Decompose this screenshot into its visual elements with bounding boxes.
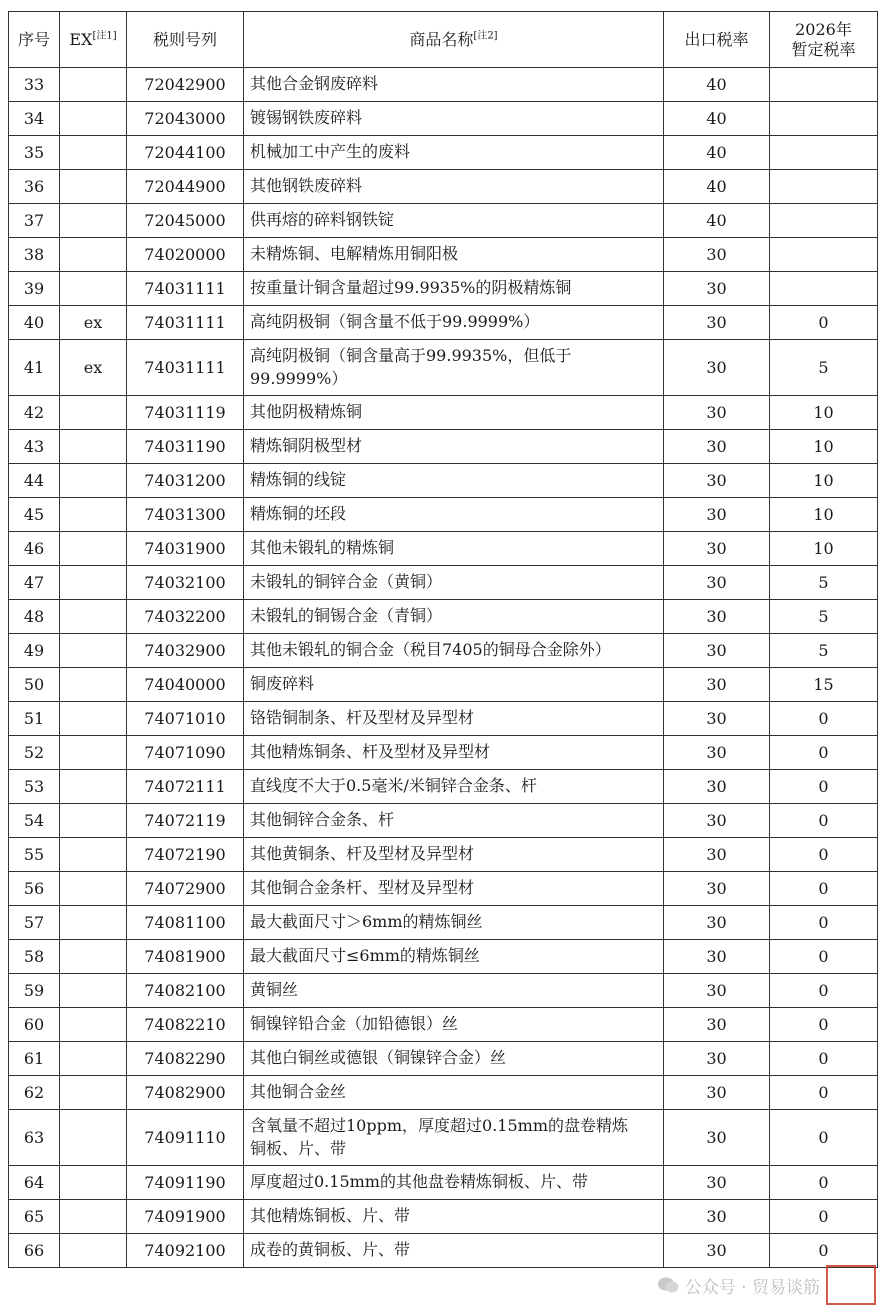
seal-icon	[826, 1265, 876, 1305]
cell-seq: 55	[9, 838, 60, 872]
cell-code: 74091900	[127, 1200, 244, 1234]
cell-code: 72045000	[127, 204, 244, 238]
table-row	[9, 600, 878, 634]
cell-name	[244, 1076, 664, 1110]
cell-name	[244, 1200, 664, 1234]
table-row	[9, 634, 878, 668]
cell-code: 74032900	[127, 634, 244, 668]
table-row	[9, 1234, 878, 1268]
cell-seq: 46	[9, 532, 60, 566]
cell-seq: 38	[9, 238, 60, 272]
cell-ex	[60, 1234, 127, 1268]
cell-ex	[60, 1008, 127, 1042]
cell-temp-rate	[770, 204, 878, 238]
cell-seq: 63	[9, 1110, 60, 1166]
cell-ex	[60, 634, 127, 668]
cell-name-line: 未锻轧的铜锡合金（青铜）	[250, 606, 443, 626]
cell-temp-rate: 0	[770, 1110, 878, 1166]
cell-name-line: 最大截面尺寸＞6mm的精炼铜丝	[250, 912, 483, 932]
cell-name	[244, 272, 664, 306]
header-export-rate: 出口税率	[664, 12, 770, 68]
cell-export-rate: 30	[664, 306, 770, 340]
header-name-note: [注2]	[473, 30, 498, 42]
cell-ex	[60, 668, 127, 702]
cell-name-line: 含氧量不超过10ppm，厚度超过0.15mm的盘卷精炼	[250, 1116, 628, 1136]
cell-temp-rate: 10	[770, 498, 878, 532]
cell-temp-rate: 0	[770, 974, 878, 1008]
table-row	[9, 1076, 878, 1110]
cell-ex	[60, 430, 127, 464]
cell-code: 74031190	[127, 430, 244, 464]
cell-temp-rate: 0	[770, 306, 878, 340]
cell-ex	[60, 804, 127, 838]
cell-seq: 40	[9, 306, 60, 340]
cell-name-line: 铜镍锌铅合金（加铅德银）丝	[250, 1014, 459, 1034]
cell-export-rate: 30	[664, 396, 770, 430]
cell-export-rate: 40	[664, 170, 770, 204]
cell-name-line: 其他铜锌合金条、杆	[250, 810, 395, 830]
cell-name	[244, 464, 664, 498]
cell-seq: 50	[9, 668, 60, 702]
cell-seq: 61	[9, 1042, 60, 1076]
cell-export-rate: 30	[664, 566, 770, 600]
cell-code: 74031111	[127, 272, 244, 306]
cell-ex	[60, 872, 127, 906]
tariff-table	[8, 11, 878, 1268]
table-row	[9, 1042, 878, 1076]
cell-temp-rate: 0	[770, 872, 878, 906]
cell-name-line: 未锻轧的铜锌合金（黄铜）	[250, 572, 443, 592]
cell-temp-rate: 0	[770, 1008, 878, 1042]
cell-seq: 54	[9, 804, 60, 838]
cell-ex	[60, 940, 127, 974]
cell-ex	[60, 170, 127, 204]
cell-seq: 36	[9, 170, 60, 204]
table-body	[9, 68, 878, 1268]
cell-ex	[60, 1110, 127, 1166]
wechat-icon	[657, 1276, 679, 1294]
cell-temp-rate: 10	[770, 464, 878, 498]
cell-name	[244, 1008, 664, 1042]
cell-seq: 53	[9, 770, 60, 804]
cell-temp-rate: 0	[770, 736, 878, 770]
cell-export-rate: 30	[664, 464, 770, 498]
cell-code: 74092100	[127, 1234, 244, 1268]
table-row	[9, 1110, 878, 1166]
cell-temp-rate	[770, 238, 878, 272]
cell-name-line: 成卷的黄铜板、片、带	[250, 1240, 411, 1260]
table-row	[9, 532, 878, 566]
cell-name-line: 99.9999%）	[250, 368, 348, 388]
cell-temp-rate: 0	[770, 1200, 878, 1234]
cell-name-line: 直线度不大于0.5毫米/米铜锌合金条、杆	[250, 776, 537, 796]
cell-name	[244, 498, 664, 532]
table-row	[9, 498, 878, 532]
cell-ex: ex	[60, 340, 127, 396]
cell-name	[244, 634, 664, 668]
cell-export-rate: 30	[664, 838, 770, 872]
cell-code: 74031111	[127, 340, 244, 396]
cell-name-line: 未精炼铜、电解精炼用铜阳极	[250, 244, 459, 264]
cell-temp-rate: 5	[770, 340, 878, 396]
cell-export-rate: 30	[664, 272, 770, 306]
cell-seq: 66	[9, 1234, 60, 1268]
cell-seq: 52	[9, 736, 60, 770]
cell-name-line: 机械加工中产生的废料	[250, 142, 411, 162]
table-row	[9, 68, 878, 102]
cell-ex	[60, 974, 127, 1008]
cell-ex	[60, 1076, 127, 1110]
cell-seq: 59	[9, 974, 60, 1008]
cell-name	[244, 340, 664, 396]
cell-ex	[60, 600, 127, 634]
watermark-text: 公众号 · 贸易谈筋	[684, 1277, 820, 1298]
table-row	[9, 238, 878, 272]
table-row	[9, 1166, 878, 1200]
cell-ex	[60, 566, 127, 600]
cell-name-line: 其他黄铜条、杆及型材及异型材	[250, 844, 475, 864]
cell-temp-rate: 5	[770, 566, 878, 600]
cell-ex	[60, 204, 127, 238]
cell-seq: 42	[9, 396, 60, 430]
cell-export-rate: 40	[664, 204, 770, 238]
cell-name-line: 高纯阴极铜（铜含量高于99.9935%，但低于	[250, 346, 572, 366]
table-row	[9, 1200, 878, 1234]
cell-name	[244, 204, 664, 238]
cell-ex	[60, 532, 127, 566]
cell-export-rate: 30	[664, 498, 770, 532]
cell-ex	[60, 736, 127, 770]
cell-temp-rate	[770, 272, 878, 306]
cell-export-rate: 30	[664, 974, 770, 1008]
cell-name	[244, 1110, 664, 1166]
cell-temp-rate: 0	[770, 1166, 878, 1200]
cell-ex	[60, 396, 127, 430]
table-row	[9, 736, 878, 770]
cell-name-line: 其他钢铁废碎料	[250, 176, 363, 196]
cell-seq: 60	[9, 1008, 60, 1042]
header-temp-rate: 2026年 暂定税率	[770, 12, 878, 68]
cell-temp-rate: 0	[770, 1042, 878, 1076]
cell-ex	[60, 702, 127, 736]
cell-name	[244, 974, 664, 1008]
cell-export-rate: 30	[664, 1200, 770, 1234]
cell-export-rate: 30	[664, 872, 770, 906]
cell-name	[244, 838, 664, 872]
cell-temp-rate: 0	[770, 770, 878, 804]
cell-code: 74082100	[127, 974, 244, 1008]
cell-seq: 41	[9, 340, 60, 396]
cell-name	[244, 396, 664, 430]
header-row	[9, 12, 878, 68]
cell-export-rate: 30	[664, 430, 770, 464]
cell-code: 74072900	[127, 872, 244, 906]
cell-name	[244, 1234, 664, 1268]
cell-name	[244, 238, 664, 272]
cell-ex	[60, 838, 127, 872]
cell-temp-rate: 0	[770, 1234, 878, 1268]
cell-name	[244, 68, 664, 102]
table-row	[9, 136, 878, 170]
cell-ex	[60, 68, 127, 102]
cell-name	[244, 1042, 664, 1076]
cell-name-line: 厚度超过0.15mm的其他盘卷精炼铜板、片、带	[250, 1172, 588, 1192]
table-row	[9, 566, 878, 600]
cell-name	[244, 170, 664, 204]
cell-temp-rate	[770, 170, 878, 204]
cell-export-rate: 30	[664, 1110, 770, 1166]
cell-export-rate: 30	[664, 634, 770, 668]
cell-ex	[60, 1042, 127, 1076]
cell-name-line: 供再熔的碎料钢铁锭	[250, 210, 395, 230]
cell-code: 74082210	[127, 1008, 244, 1042]
cell-name	[244, 906, 664, 940]
cell-temp-rate: 10	[770, 532, 878, 566]
cell-code: 74031200	[127, 464, 244, 498]
cell-temp-rate: 5	[770, 634, 878, 668]
table-row	[9, 838, 878, 872]
cell-ex	[60, 272, 127, 306]
cell-ex	[60, 770, 127, 804]
cell-name	[244, 736, 664, 770]
cell-code: 74040000	[127, 668, 244, 702]
cell-code: 74071090	[127, 736, 244, 770]
cell-export-rate: 30	[664, 736, 770, 770]
cell-seq: 43	[9, 430, 60, 464]
cell-name-line: 其他合金钢废碎料	[250, 74, 379, 94]
cell-seq: 56	[9, 872, 60, 906]
cell-export-rate: 30	[664, 940, 770, 974]
cell-name	[244, 872, 664, 906]
cell-name	[244, 102, 664, 136]
cell-temp-rate: 5	[770, 600, 878, 634]
cell-ex	[60, 498, 127, 532]
cell-ex	[60, 464, 127, 498]
cell-export-rate: 40	[664, 102, 770, 136]
cell-export-rate: 30	[664, 1076, 770, 1110]
cell-seq: 64	[9, 1166, 60, 1200]
cell-seq: 44	[9, 464, 60, 498]
table-row	[9, 906, 878, 940]
cell-export-rate: 30	[664, 770, 770, 804]
table-row	[9, 1008, 878, 1042]
cell-export-rate: 30	[664, 600, 770, 634]
cell-seq: 45	[9, 498, 60, 532]
cell-name	[244, 804, 664, 838]
table-row	[9, 872, 878, 906]
table-row	[9, 204, 878, 238]
cell-name	[244, 566, 664, 600]
watermark	[657, 1265, 876, 1305]
cell-name	[244, 1166, 664, 1200]
cell-temp-rate: 0	[770, 940, 878, 974]
cell-temp-rate: 10	[770, 430, 878, 464]
header-name: 商品名称[注2]	[244, 12, 664, 68]
cell-code: 74031119	[127, 396, 244, 430]
cell-export-rate: 30	[664, 238, 770, 272]
cell-name-line: 铜废碎料	[250, 674, 315, 694]
cell-export-rate: 30	[664, 804, 770, 838]
cell-temp-rate: 10	[770, 396, 878, 430]
cell-name-line: 其他精炼铜条、杆及型材及异型材	[250, 742, 491, 762]
cell-code: 74032100	[127, 566, 244, 600]
cell-name-line: 铬锆铜制条、杆及型材及异型材	[250, 708, 475, 728]
cell-code: 74091110	[127, 1110, 244, 1166]
cell-code: 74082290	[127, 1042, 244, 1076]
table-row	[9, 272, 878, 306]
cell-name-line: 镀锡钢铁废碎料	[250, 108, 363, 128]
cell-code: 74081900	[127, 940, 244, 974]
cell-temp-rate	[770, 102, 878, 136]
cell-name	[244, 532, 664, 566]
header-ex: EX[注1]	[60, 12, 127, 68]
header-ex-note: [注1]	[92, 30, 117, 42]
cell-seq: 65	[9, 1200, 60, 1234]
cell-name	[244, 770, 664, 804]
table-row	[9, 702, 878, 736]
cell-name	[244, 668, 664, 702]
cell-name-line: 最大截面尺寸≤6mm的精炼铜丝	[250, 946, 480, 966]
cell-export-rate: 30	[664, 1008, 770, 1042]
cell-name-line: 高纯阴极铜（铜含量不低于99.9999%）	[250, 312, 540, 332]
table-row	[9, 396, 878, 430]
cell-ex	[60, 1200, 127, 1234]
cell-code: 74072111	[127, 770, 244, 804]
cell-name	[244, 136, 664, 170]
cell-export-rate: 30	[664, 702, 770, 736]
cell-seq: 48	[9, 600, 60, 634]
cell-name-line: 精炼铜阴极型材	[250, 436, 363, 456]
cell-name-line: 铜板、片、带	[250, 1138, 347, 1158]
table-row	[9, 668, 878, 702]
cell-export-rate: 30	[664, 340, 770, 396]
table-row	[9, 804, 878, 838]
cell-seq: 58	[9, 940, 60, 974]
cell-code: 74082900	[127, 1076, 244, 1110]
cell-code: 72043000	[127, 102, 244, 136]
cell-export-rate: 30	[664, 1166, 770, 1200]
cell-name-line: 黄铜丝	[250, 980, 299, 1000]
cell-export-rate: 30	[664, 532, 770, 566]
cell-seq: 33	[9, 68, 60, 102]
cell-name	[244, 940, 664, 974]
cell-name	[244, 430, 664, 464]
cell-code: 72044900	[127, 170, 244, 204]
header-code: 税则号列	[127, 12, 244, 68]
table-row	[9, 464, 878, 498]
cell-seq: 34	[9, 102, 60, 136]
cell-ex	[60, 906, 127, 940]
cell-ex	[60, 1166, 127, 1200]
cell-code: 72042900	[127, 68, 244, 102]
table-row	[9, 170, 878, 204]
cell-code: 74032200	[127, 600, 244, 634]
cell-temp-rate: 0	[770, 906, 878, 940]
table-row	[9, 430, 878, 464]
cell-name-line: 其他未锻轧的铜合金（税目7405的铜母合金除外）	[250, 640, 611, 660]
cell-code: 74031300	[127, 498, 244, 532]
cell-name-line: 其他铜合金条杆、型材及异型材	[250, 878, 475, 898]
table-row	[9, 340, 878, 396]
cell-temp-rate: 0	[770, 1076, 878, 1110]
cell-code: 74071010	[127, 702, 244, 736]
cell-code: 74020000	[127, 238, 244, 272]
cell-name-line: 其他未锻轧的精炼铜	[250, 538, 395, 558]
table-row	[9, 974, 878, 1008]
cell-ex	[60, 238, 127, 272]
cell-name	[244, 600, 664, 634]
cell-seq: 49	[9, 634, 60, 668]
cell-ex: ex	[60, 306, 127, 340]
cell-code: 74031900	[127, 532, 244, 566]
cell-code: 74072190	[127, 838, 244, 872]
cell-name-line: 其他白铜丝或德银（铜镍锌合金）丝	[250, 1048, 507, 1068]
cell-name-line: 按重量计铜含量超过99.9935%的阴极精炼铜	[250, 278, 572, 298]
cell-ex	[60, 136, 127, 170]
cell-code: 74091190	[127, 1166, 244, 1200]
cell-temp-rate: 15	[770, 668, 878, 702]
cell-seq: 37	[9, 204, 60, 238]
header-seq: 序号	[9, 12, 60, 68]
cell-code: 74072119	[127, 804, 244, 838]
cell-temp-rate	[770, 68, 878, 102]
cell-export-rate: 30	[664, 668, 770, 702]
cell-name	[244, 702, 664, 736]
table-row	[9, 770, 878, 804]
cell-export-rate: 40	[664, 136, 770, 170]
cell-name-line: 其他阴极精炼铜	[250, 402, 363, 422]
cell-code: 74081100	[127, 906, 244, 940]
cell-name	[244, 306, 664, 340]
cell-name-line: 其他精炼铜板、片、带	[250, 1206, 411, 1226]
cell-export-rate: 30	[664, 1234, 770, 1268]
cell-seq: 62	[9, 1076, 60, 1110]
cell-temp-rate: 0	[770, 838, 878, 872]
cell-temp-rate: 0	[770, 804, 878, 838]
table-row	[9, 102, 878, 136]
cell-name-line: 精炼铜的线锭	[250, 470, 347, 490]
cell-name-line: 其他铜合金丝	[250, 1082, 347, 1102]
cell-temp-rate	[770, 136, 878, 170]
cell-code: 72044100	[127, 136, 244, 170]
cell-export-rate: 40	[664, 68, 770, 102]
cell-seq: 35	[9, 136, 60, 170]
cell-ex	[60, 102, 127, 136]
cell-seq: 57	[9, 906, 60, 940]
table-row	[9, 306, 878, 340]
cell-code: 74031111	[127, 306, 244, 340]
cell-export-rate: 30	[664, 906, 770, 940]
cell-seq: 51	[9, 702, 60, 736]
cell-name-line: 精炼铜的坯段	[250, 504, 347, 524]
table-row	[9, 940, 878, 974]
cell-seq: 39	[9, 272, 60, 306]
cell-temp-rate: 0	[770, 702, 878, 736]
cell-export-rate: 30	[664, 1042, 770, 1076]
cell-seq: 47	[9, 566, 60, 600]
